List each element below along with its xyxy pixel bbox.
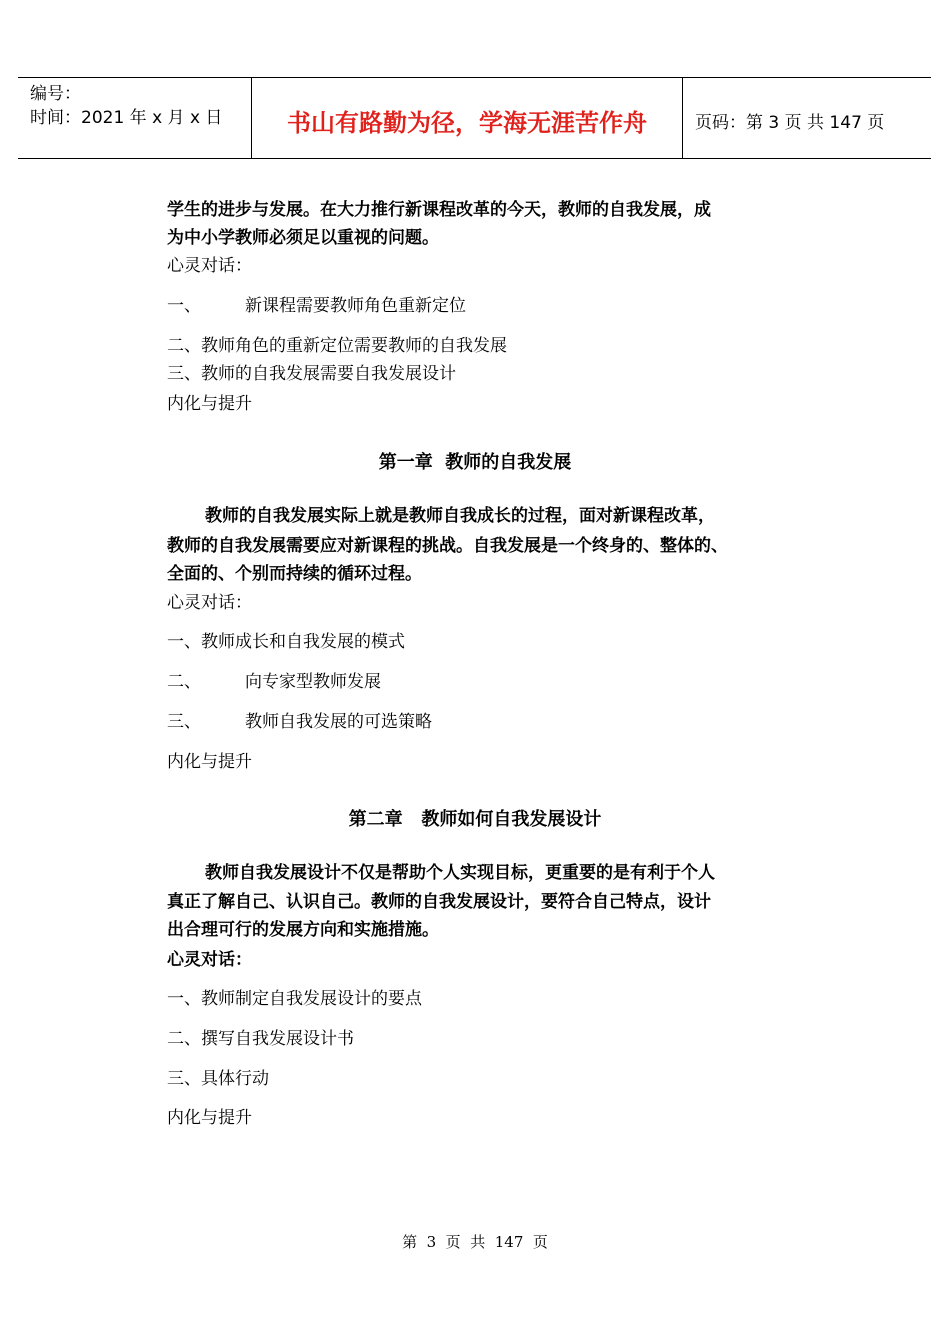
number-label: 编号： <box>30 84 81 104</box>
list-item-text: 教师制定自我发展设计的要点 <box>201 989 422 1009</box>
list-item-number: 二、 <box>167 1029 201 1049</box>
chapter1-paragraph-line: 全面的、个别而持续的循环过程。 <box>167 564 422 584</box>
list-item-text: 教师角色的重新定位需要教师的自我发展 <box>201 336 507 356</box>
list-item-number: 二、 <box>167 336 201 356</box>
intro-closing: 内化与提升 <box>167 394 252 414</box>
chapter1-paragraph-line: 教师的自我发展实际上就是教师自我成长的过程，面对新课程改革， <box>205 506 715 526</box>
list-item-text: 教师成长和自我发展的模式 <box>201 632 405 652</box>
list-item-text: 撰写自我发展设计书 <box>201 1029 354 1049</box>
chapter1-paragraph-line: 教师的自我发展需要应对新课程的挑战。自我发展是一个终身的、整体的、 <box>167 536 728 556</box>
chapter2-paragraph-line: 教师自我发展设计不仅是帮助个人实现目标，更重要的是有利于个人 <box>205 863 715 883</box>
page-info: 页码：第 3 页 共 147 页 <box>695 113 885 133</box>
chapter2-paragraph-line: 真正了解自己、认识自己。教师的自我发展设计，要符合自己特点，设计 <box>167 892 711 912</box>
list-item <box>167 295 466 317</box>
list-item-text: 新课程需要教师角色重新定位 <box>245 296 466 316</box>
chapter1-title: 第一章 教师的自我发展 <box>378 452 572 473</box>
page-footer: 第 3 页 共 147 页 <box>402 1233 548 1251</box>
chapter2-paragraph-line: 出合理可行的发展方向和实施措施。 <box>167 920 439 940</box>
list-item-number: 一、 <box>167 989 201 1009</box>
list-item-text: 教师的自我发展需要自我发展设计 <box>201 364 456 384</box>
list-item <box>167 1028 354 1050</box>
chapter2-title: 第二章 教师如何自我发展设计 <box>348 809 602 830</box>
intro-paragraph-line: 为中小学教师必须足以重视的问题。 <box>167 228 439 248</box>
list-item-number: 三、 <box>167 712 201 732</box>
list-item-text: 具体行动 <box>201 1069 269 1089</box>
time-label: 时间：2021 年 x 月 x 日 <box>30 108 223 128</box>
list-item-number: 一、 <box>167 632 201 652</box>
chapter1-dialog-label: 心灵对话： <box>167 593 252 613</box>
list-item <box>167 988 422 1010</box>
list-item-number: 三、 <box>167 364 201 384</box>
intro-paragraph-line: 学生的进步与发展。在大力推行新课程改革的今天，教师的自我发展，成 <box>167 200 711 220</box>
motto: 书山有路勤为径，学海无涯苦作舟 <box>287 109 647 137</box>
list-item-number: 三、 <box>167 1069 201 1089</box>
list-item <box>167 671 381 693</box>
list-item <box>167 363 456 385</box>
list-item <box>167 1068 269 1090</box>
list-item-text: 向专家型教师发展 <box>245 672 381 692</box>
chapter2-dialog-label: 心灵对话： <box>167 950 252 970</box>
list-item <box>167 711 432 733</box>
list-item <box>167 631 405 653</box>
list-item-number: 一、 <box>167 296 201 316</box>
list-item-number: 二、 <box>167 672 201 692</box>
chapter2-closing: 内化与提升 <box>167 1108 252 1128</box>
intro-dialog-label: 心灵对话： <box>167 256 252 276</box>
chapter1-closing: 内化与提升 <box>167 752 252 772</box>
list-item <box>167 335 507 357</box>
list-item-text: 教师自我发展的可选策略 <box>245 712 432 732</box>
